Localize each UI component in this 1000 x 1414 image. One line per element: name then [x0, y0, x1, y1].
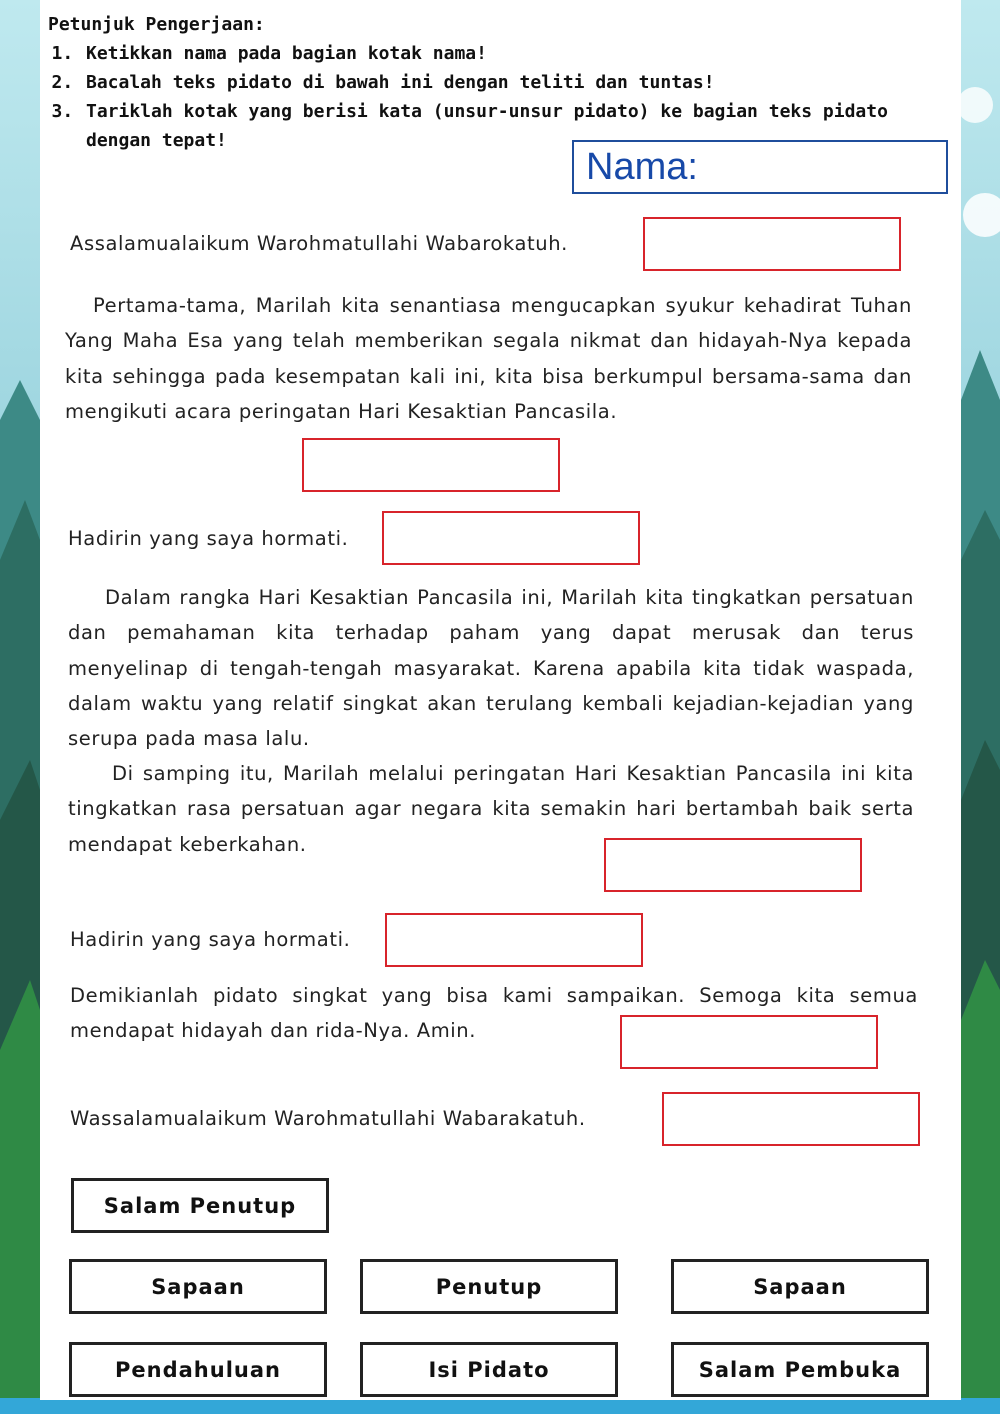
salam-pembuka-text: Assalamualaikum Warohmatullahi Wabarokatuh. [70, 232, 568, 255]
drop-zone-sapaan-2[interactable] [385, 913, 643, 967]
isi-1-text: Dalam rangka Hari Kesaktian Pancasila ini, Marilah kita tingkatkan persatuan dan pemahaman kita terhadap paham yang dapat merusak dan terus menyelinap di tengah-tengah masyarakat. Karena apabila kita tidak waspada, dalam waktu yang relatif singkat akan terulang kembali kejadian-kejadian yang serupa pada masa lalu. [68, 586, 914, 751]
instructions-title: Petunjuk Pengerjaan: [48, 14, 265, 35]
instruction-item: 1. Ketikkan nama pada bagian kotak nama! [84, 39, 928, 68]
drop-zone-salam-penutup[interactable] [662, 1092, 920, 1146]
chip-pendahuluan[interactable]: Pendahuluan [69, 1342, 327, 1397]
instructions-list [48, 39, 928, 155]
chip-salam-penutup[interactable]: Salam Penutup [71, 1178, 329, 1233]
chip-sapaan[interactable]: Sapaan [69, 1259, 327, 1314]
sapaan-2-text: Hadirin yang saya hormati. [70, 928, 351, 951]
instruction-item: 3. Tariklah kotak yang berisi kata (unsur-unsur pidato) ke bagian teks pidato dengan tepat! [84, 97, 928, 155]
penutup-text: Demikianlah pidato singkat yang bisa kami sampaikan. Semoga kita semua mendapat hidayah dan rida-Nya. Amin. [70, 984, 918, 1043]
chip-isi-pidato[interactable]: Isi Pidato [360, 1342, 618, 1397]
drop-zone-penutup[interactable] [620, 1015, 878, 1069]
drop-zone-salam-pembuka[interactable] [643, 217, 901, 271]
instruction-item: 2. Bacalah teks pidato di bawah ini dengan teliti dan tuntas! [84, 68, 928, 97]
drop-zone-sapaan-1[interactable] [382, 511, 640, 565]
name-input-box[interactable] [572, 140, 948, 194]
isi-2-text: Di samping itu, Marilah melalui peringatan Hari Kesaktian Pancasila ini kita tingkatkan rasa persatuan agar negara kita semakin hari bertambah baik serta mendapat keberkahan. [68, 762, 914, 856]
drop-zone-pendahuluan[interactable] [302, 438, 560, 492]
sapaan-1-text: Hadirin yang saya hormati. [68, 527, 349, 550]
name-label: Nama: [586, 146, 698, 188]
salam-penutup-text: Wassalamualaikum Warohmatullahi Wabarakatuh. [70, 1107, 586, 1130]
pendahuluan-text: Pertama-tama, Marilah kita senantiasa mengucapkan syukur kehadirat Tuhan Yang Maha Esa yang telah memberikan segala nikmat dan hidayah-Nya kepada kita sehingga pada kesempatan kali ini, kita bisa berkumpul bersama-sama dan mengikuti acara peringatan Hari Kesaktian Pancasila. [65, 294, 912, 423]
chip-salam-pembuka[interactable]: Salam Pembuka [671, 1342, 929, 1397]
chip-penutup[interactable]: Penutup [360, 1259, 618, 1314]
instructions [48, 10, 928, 155]
drop-zone-isi[interactable] [604, 838, 862, 892]
chip-sapaan[interactable]: Sapaan [671, 1259, 929, 1314]
